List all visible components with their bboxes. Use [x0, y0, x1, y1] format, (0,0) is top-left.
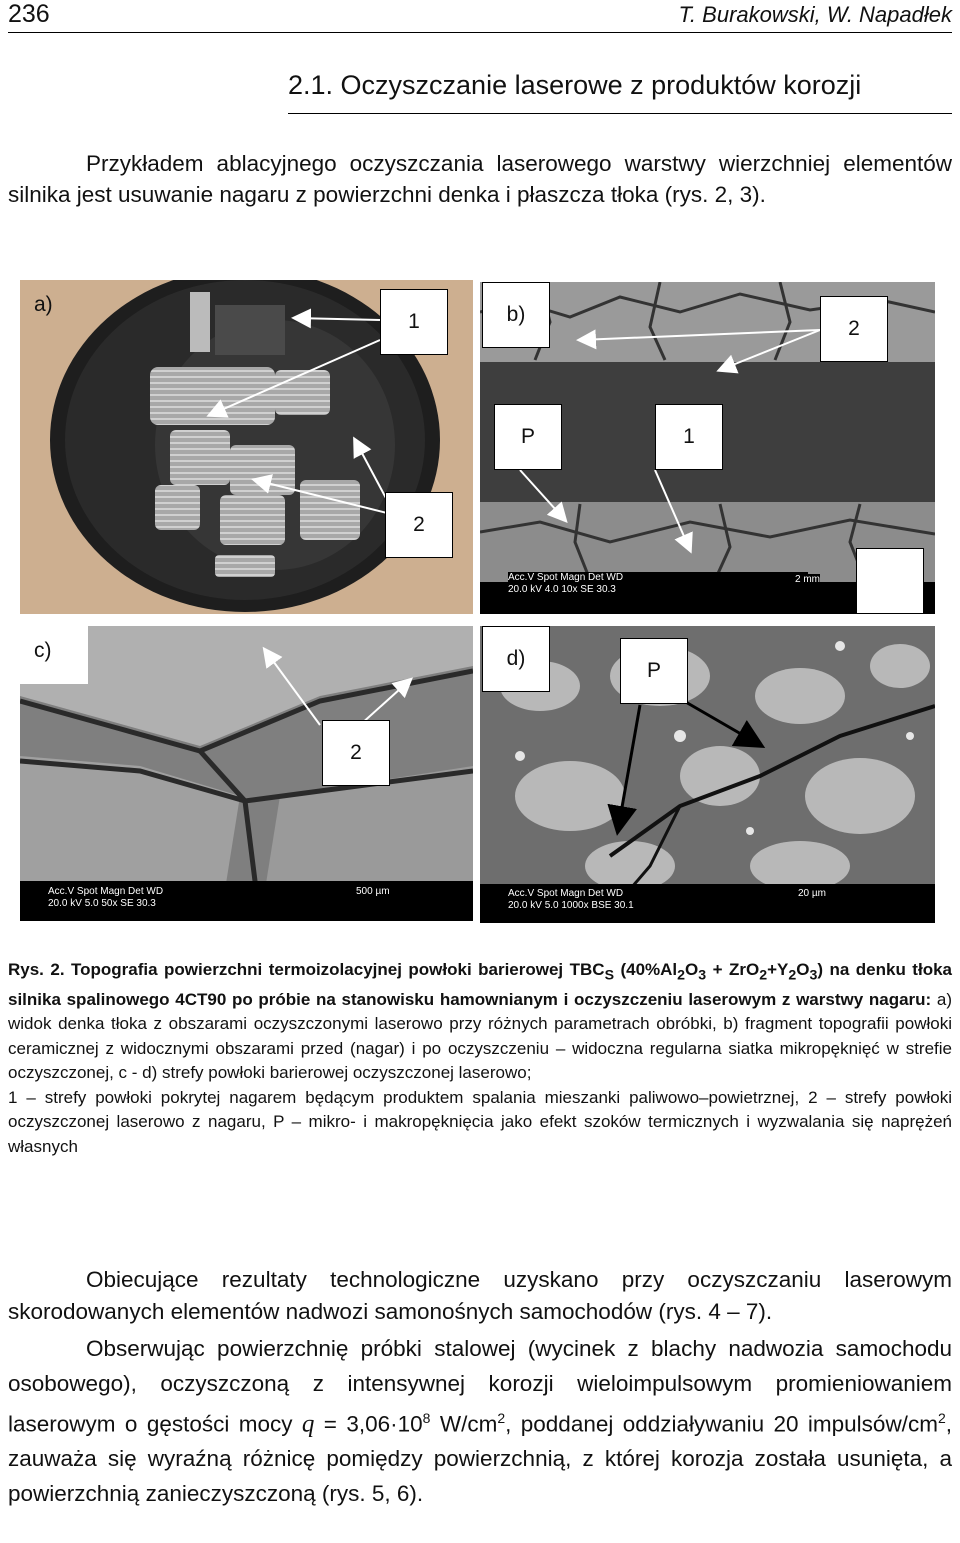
panel-a-label [20, 272, 88, 338]
callout-c-2-text: 2 [350, 741, 362, 764]
caption-o-a: O [685, 960, 699, 979]
callout-b-blank [856, 548, 924, 614]
section-title-underline [288, 113, 952, 114]
sem-d-scale: 20 µm [798, 888, 826, 899]
sem-c-databar [48, 886, 298, 910]
callout-a-1-text: 1 [408, 310, 420, 333]
sem-c-params-header: Acc.V Spot Magn Det WD [48, 886, 164, 897]
callout-a-2-text: 2 [413, 513, 425, 536]
caption-sub-3a: 3 [698, 967, 707, 984]
callout-b-p [494, 404, 562, 470]
sem-b-params-header: Acc.V Spot Magn Det WD [508, 572, 624, 583]
panel-a-letter: a) [34, 293, 53, 316]
figure-caption [8, 958, 952, 1159]
panel-c-label [20, 618, 88, 684]
sem-b-databar [508, 572, 808, 596]
section-title: 2.1. Oczyszczanie laserowe z produktów korozji [288, 70, 862, 100]
p3-exp8: 8 [422, 1410, 431, 1426]
running-header [8, 0, 952, 30]
caption-sub-3b: 3 [809, 967, 818, 984]
caption-description: a) widok denka tłoka z obszarami oczyszczonymi laserowo przy różnych parametrach obróbki, b) fragment topografii powłoki ceramicznej z widocznymi obszarami przed (nagar) i po oczyszczeniu – widoczna regularna siatka mikropęknięć w strefie oczyszczonej, c - d) strefy powłoki barierowej oczyszczonej laserowo; [8, 989, 953, 1083]
callout-b-1-text: 1 [683, 425, 695, 448]
p3-part4: , poddanej oddziaływaniu 20 impulsów/cm [505, 1411, 938, 1437]
caption-formula-a: (40%Al [614, 960, 678, 979]
p3-exp2a: 2 [497, 1410, 506, 1426]
p3-part5: , zauważa się wyraźną różnicę pomiędzy powierzchnią, z której korozja została usunięta, a powierzchnią zanieczyszczoną (rys. 5, 6). [8, 1411, 952, 1506]
callout-a-1 [380, 289, 448, 355]
page-number: 236 [8, 0, 50, 28]
sem-b-params-values: 20.0 kV 4.0 10x SE 30.3 [508, 584, 616, 595]
header-rule [8, 32, 952, 33]
p3-part1: Obserwując powierzchnię próbki stalowej (wycinek z blachy nadwozia samochodu osobowego), oczyszczoną z intensywnej korozji wieloimpulsowym promieniowaniem laserowym o gęstości mocy [8, 1336, 952, 1437]
sem-d-databar [508, 888, 758, 912]
intro-paragraph: Przykładem ablacyjnego oczyszczania laserowego warstwy wierzchniej elementów silnika jest usuwanie nagaru z powierzchni denka i płaszcza tłoka (rys. 2, 3). [8, 151, 952, 207]
caption-sub-2a: 2 [677, 967, 686, 984]
panel-d-label [482, 626, 550, 692]
panel-b-letter: b) [506, 303, 526, 326]
callout-d-p-text: P [646, 659, 661, 682]
p3-part3: W/cm [430, 1411, 498, 1437]
callout-b-2-text: 2 [848, 317, 860, 340]
caption-bold-intro: Rys. 2. Topografia powierzchni termoizolacyjnej powłoki barierowej TBC [8, 960, 605, 979]
callout-b-p-text: P [520, 425, 535, 448]
sem-d-params-values: 20.0 kV 5.0 1000x BSE 30.1 [508, 900, 634, 911]
sem-c-scale: 500 µm [356, 886, 390, 897]
paragraph-3 [8, 1332, 952, 1511]
panel-d-letter: d) [506, 647, 526, 670]
callout-c-2 [322, 720, 390, 786]
p3-part2: = 3,06·10 [314, 1411, 423, 1437]
caption-legend: 1 – strefy powłoki pokrytej nagarem będącym produktem spalania mieszanki paliwowo–powietrznej, 2 – strefy powłoki oczyszczonej laserowo z nagaru, P – mikro- i makropęknięcia jako efekt szoków termicznych i wyzwalania się naprężeń własnych [8, 1087, 952, 1156]
callout-a-2 [385, 492, 453, 558]
caption-o-b: O [796, 960, 810, 979]
p3-exp2b: 2 [937, 1410, 946, 1426]
callout-b-2 [820, 296, 888, 362]
callout-d-p [620, 638, 688, 704]
paragraph-2: Obiecujące rezultaty technologiczne uzyskano przy oczyszczaniu laserowym skorodowanych elementów nadwozi samonośnych samochodów (rys. 4 – 7). [8, 1267, 952, 1324]
caption-sub-2c: 2 [788, 967, 797, 984]
callout-b-1 [655, 404, 723, 470]
panel-b-label [482, 282, 550, 348]
sem-c-params-values: 20.0 kV 5.0 50x SE 30.3 [48, 898, 156, 909]
running-authors: T. Burakowski, W. Napadłek [678, 2, 952, 27]
sem-b-scale: 2 mm [795, 574, 820, 585]
caption-bold-rest: ) na denku tłoka silnika spalinowego 4CT90 po próbie na stanowisku hamownianym i oczyszczeniu laserowym z warstwy nagaru: [8, 960, 952, 1009]
caption-sub-2b: 2 [759, 967, 768, 984]
caption-formula-b: + ZrO [706, 960, 760, 979]
sem-d-params-header: Acc.V Spot Magn Det WD [508, 888, 624, 899]
caption-plus-y: +Y [767, 960, 789, 979]
p3-symbol-q: q [301, 1410, 315, 1438]
panel-c-letter: c) [34, 639, 52, 662]
caption-sub-s: S [604, 967, 615, 984]
